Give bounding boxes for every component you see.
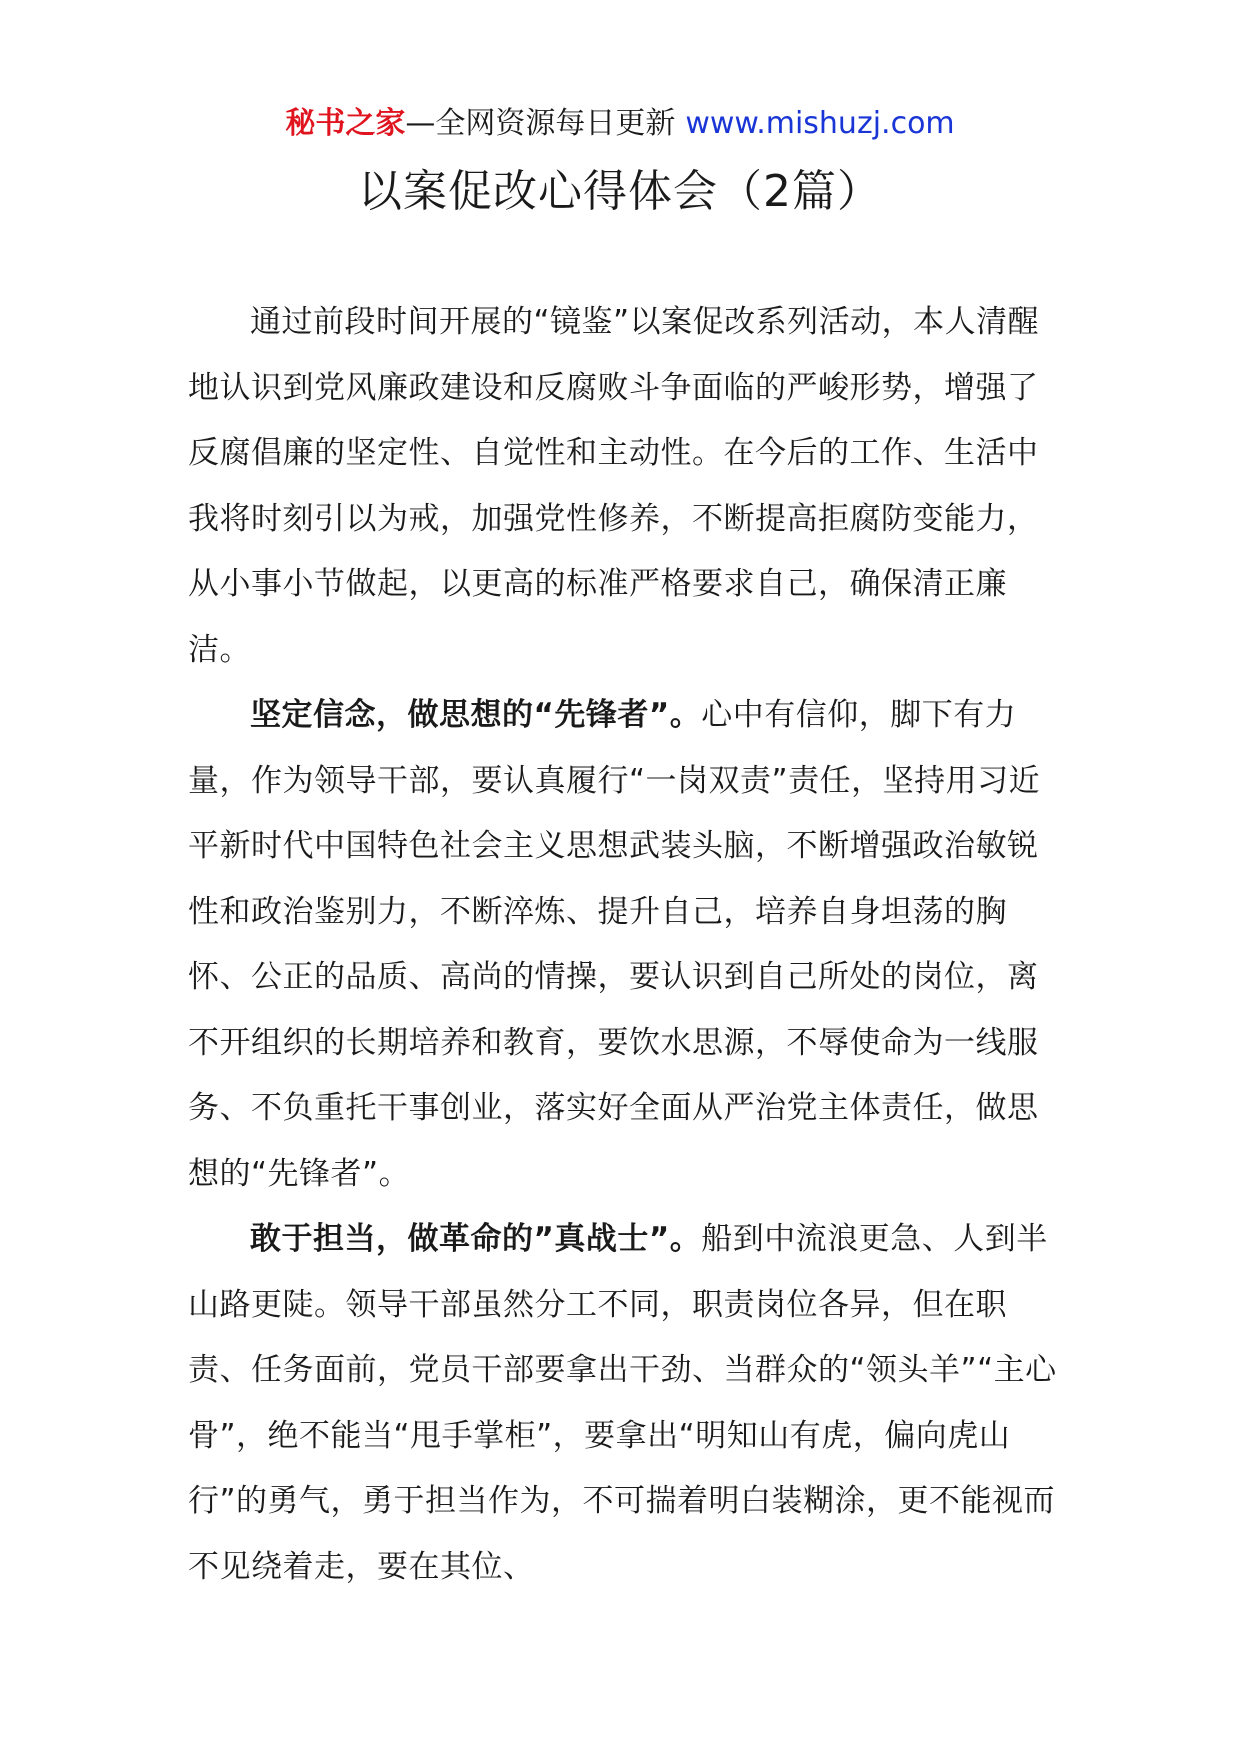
document-body <box>188 290 1058 1600</box>
paragraph-lead-heading: 敢于担当，做革命的”真战士”。 <box>250 1221 702 1257</box>
paragraph-responsibility <box>188 1207 1058 1600</box>
document-title: 以案促改心得体会（2篇） <box>358 166 882 217</box>
header-slogan: —全网资源每日更新 <box>405 106 676 141</box>
site-header <box>0 104 1240 144</box>
paragraph-intro <box>188 290 1058 683</box>
paragraph-text: 通过前段时间开展的“镜鉴”以案促改系列活动，本人清醒地认识到党风廉政建设和反腐败斗争面临的严峻形势，增强了反腐倡廉的坚定性、自觉性和主动性。在今后的工作、生活中我将时刻引以为戒，加强党性修养，不断提高拒腐防变能力，从小事小节做起，以更高的标准严格要求自己，确保清正廉洁。 <box>188 304 1040 668</box>
site-url-link[interactable]: www.mishuzj.com <box>685 106 955 141</box>
paragraph-text: 船到中流浪更急、人到半山路更陡。领导干部虽然分工不同，职责岗位各异，但在职责、任务面前，党员干部要拿出干劲、当群众的“领头羊”“主心骨”，绝不能当“甩手掌柜”，要拿出“明知山有虎，偏向虎山行”的勇气，勇于担当作为，不可揣着明白装糊涂，更不能视而不见绕着走，要在其位、 <box>188 1221 1057 1585</box>
paragraph-conviction <box>188 683 1058 1207</box>
paragraph-text: 心中有信仰，脚下有力量，作为领导干部，要认真履行“一岗双责”责任，坚持用习近平新时代中国特色社会主义思想武装头脑，不断增强政治敏锐性和政治鉴别力，不断淬炼、提升自己，培养自身坦荡的胸怀、公正的品质、高尚的情操，要认识到自己所处的岗位，离不开组织的长期培养和教育，要饮水思源，不辱使命为一线服务、不负重托干事创业，落实好全面从严治党主体责任，做思想的“先锋者”。 <box>188 697 1041 1192</box>
paragraph-lead-heading: 坚定信念，做思想的“先锋者”。 <box>250 697 702 733</box>
brand-name: 秘书之家 <box>285 106 406 141</box>
